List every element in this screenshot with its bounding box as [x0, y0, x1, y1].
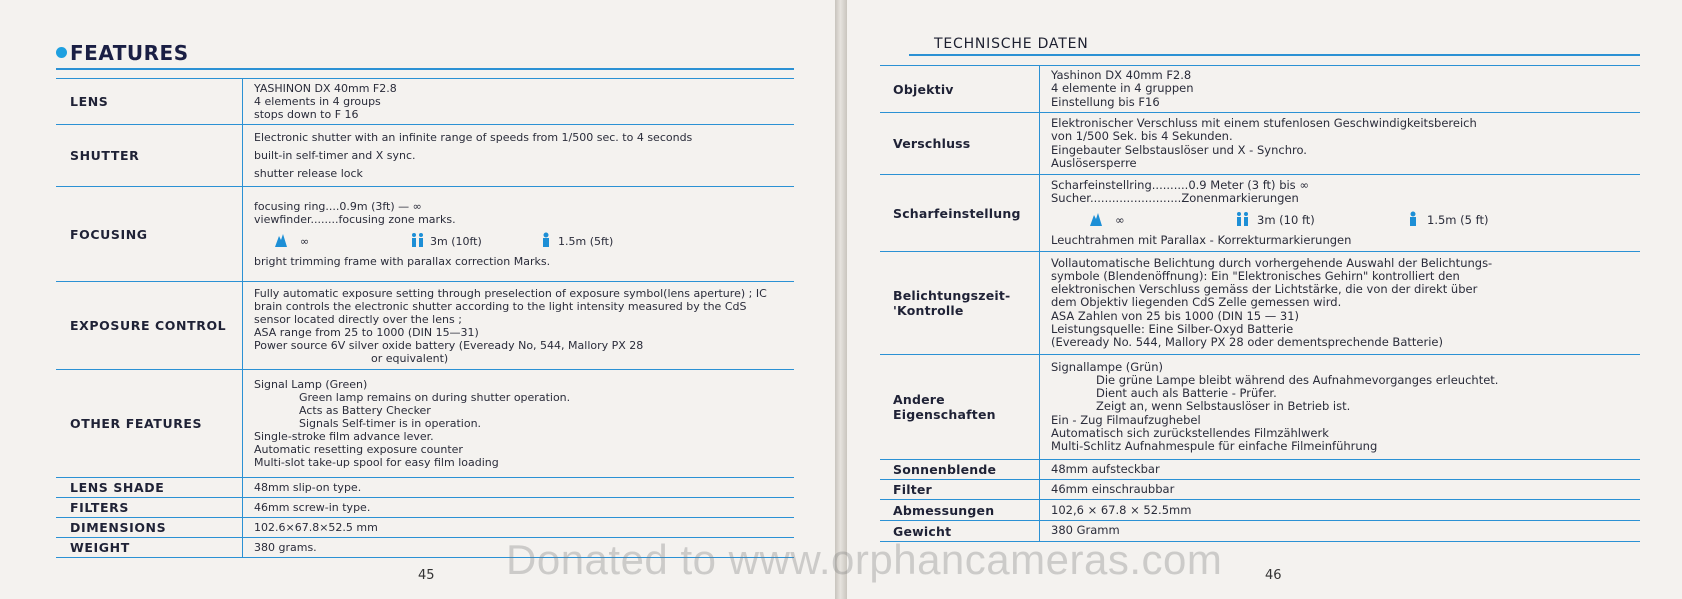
row-label: OTHER FEATURES [56, 370, 243, 478]
row-label: Belichtungszeit- 'Kontrolle [880, 252, 1040, 355]
features-table [56, 78, 794, 558]
table-row [56, 370, 794, 478]
row-label: EXPOSURE CONTROL [56, 282, 243, 370]
row-value: Electronic shutter with an infinite range of speeds from 1/500 sec. to 4 seconds built-in self-timer and X sync. shutter release lock [243, 125, 795, 187]
watermark: Donated to www.orphancameras.com [506, 536, 1223, 583]
row-value: YASHINON DX 40mm F2.8 4 elements in 4 groups stops down to F 16 [243, 79, 795, 125]
row-value: Yashinon DX 40mm F2.8 4 elemente in 4 gruppen Einstellung bis F16 [1040, 66, 1641, 113]
row-label: Verschluss [880, 113, 1040, 175]
table-row [56, 79, 794, 125]
bullet-icon [56, 47, 67, 58]
row-label: Andere Eigenschaften [880, 355, 1040, 460]
table-row [56, 498, 794, 518]
row-value: Signal Lamp (Green) Green lamp remains on during shutter operation. Acts as Battery Checker Signals Self-timer is in operation. Single-stroke film advance lever. Automatic resetting exposure counter Multi-slot take-up spool for easy film loading [243, 370, 795, 478]
row-label: Abmessungen [880, 500, 1040, 521]
row-value: Scharfeinstellring..........0.9 Meter (3 ft) bis ∞ Sucher.........................Zonenmarkierungen ∞ 3m (10 ft) 1.5m (5 ft) Leuchtrahmen mit Parallax - Korrekturmarkierungen [1040, 175, 1641, 252]
row-label: Scharfeinstellung [880, 175, 1040, 252]
row-value: focusing ring....0.9m (3ft) — ∞ viewfinder........focusing zone marks. ∞ 3m (10ft) 1.5m (5ft) bright trimming frame with parallax correction Marks. [243, 187, 795, 282]
person-icon [540, 232, 552, 248]
focus-zone-symbols: ∞ 3m (10 ft) 1.5m (5 ft) [1089, 211, 1630, 230]
table-row [880, 480, 1640, 500]
heading-rule [56, 68, 794, 70]
mountain-icon [274, 232, 288, 248]
row-value: 46mm screw-in type. [243, 498, 795, 518]
left-page [0, 0, 835, 599]
row-label: Sonnenblende [880, 460, 1040, 480]
row-label: WEIGHT [56, 538, 243, 558]
row-value: Signallampe (Grün) Die grüne Lampe bleibt während des Aufnahmevorganges erleuchtet. Dient auch als Batterie - Prüfer. Zeigt an, wenn Selbstauslöser in Betrieb ist. Ein - Zug Filmaufzughebel Automatisch sich zurückstellendes Filmzählwerk Multi-Schlitz Aufnahmespule für einfache Filmeinführung [1040, 355, 1641, 460]
book-gutter [835, 0, 847, 599]
page-number: 46 [1265, 568, 1282, 583]
row-value: 380 Gramm [1040, 521, 1641, 541]
person-icon [1407, 211, 1419, 227]
focus-zone-symbols: ∞ 3m (10ft) 1.5m (5ft) [274, 232, 784, 251]
table-row [880, 252, 1640, 355]
row-label: SHUTTER [56, 125, 243, 187]
row-value: Vollautomatische Belichtung durch vorhergehende Auswahl der Belichtungs- symbole (Blendenöffnung): Ein "Elektronisches Gehirn" kontrolliert den elektronischen Verschluss gemäss der Lichtstärke, die von der direkt über dem Objektiv liegenden CdS Zelle gemessen wird. ASA Zahlen von 25 bis 1000 (DIN 15 — 31) Leistungsquelle: Eine Silber-Oxyd Batterie (Eveready No. 544, Mallory PX 28 oder dementsprechende Batterie) [1040, 252, 1641, 355]
table-row [56, 478, 794, 498]
table-row [56, 518, 794, 538]
technische-daten-heading: TECHNISCHE DATEN [934, 36, 1089, 52]
row-label: LENS [56, 79, 243, 125]
row-value: 48mm aufsteckbar [1040, 460, 1641, 480]
row-value: 102,6 × 67.8 × 52.5mm [1040, 500, 1641, 521]
right-page [847, 0, 1682, 599]
row-label: Objektiv [880, 66, 1040, 113]
table-row [56, 282, 794, 370]
row-label: DIMENSIONS [56, 518, 243, 538]
row-label: Gewicht [880, 521, 1040, 541]
row-label: FILTERS [56, 498, 243, 518]
group-people-icon [410, 232, 426, 248]
table-row [880, 175, 1640, 252]
row-label: FOCUSING [56, 187, 243, 282]
table-row [880, 460, 1640, 480]
table-row [56, 125, 794, 187]
table-row [56, 187, 794, 282]
table-row [880, 66, 1640, 113]
mountain-icon [1089, 211, 1103, 227]
features-heading: FEATURES [56, 41, 189, 65]
table-row [880, 355, 1640, 460]
heading-rule [909, 54, 1640, 56]
row-label: LENS SHADE [56, 478, 243, 498]
row-value: 46mm einschraubbar [1040, 480, 1641, 500]
row-value: Elektronischer Verschluss mit einem stufenlosen Geschwindigkeitsbereich von 1/500 Sek. bis 4 Sekunden. Eingebauter Selbstauslöser und X - Synchro. Auslösersperre [1040, 113, 1641, 175]
table-row [880, 113, 1640, 175]
row-value: Fully automatic exposure setting through preselection of exposure symbol(lens aperture) ; IC brain controls the electronic shutter according to the light intensity measured by the CdS sensor located directly over the lens ; ASA range from 25 to 1000 (DIN 15—31) Power source 6V silver oxide battery (Eveready No, 544, Mallory PX 28 or equivalent) [243, 282, 795, 370]
technische-daten-table [880, 65, 1640, 542]
table-row [880, 500, 1640, 521]
group-people-icon [1235, 211, 1251, 227]
row-value: 380 grams. [243, 538, 795, 558]
row-value: 102.6×67.8×52.5 mm [243, 518, 795, 538]
row-value: 48mm slip-on type. [243, 478, 795, 498]
page-number: 45 [418, 568, 435, 583]
row-label: Filter [880, 480, 1040, 500]
